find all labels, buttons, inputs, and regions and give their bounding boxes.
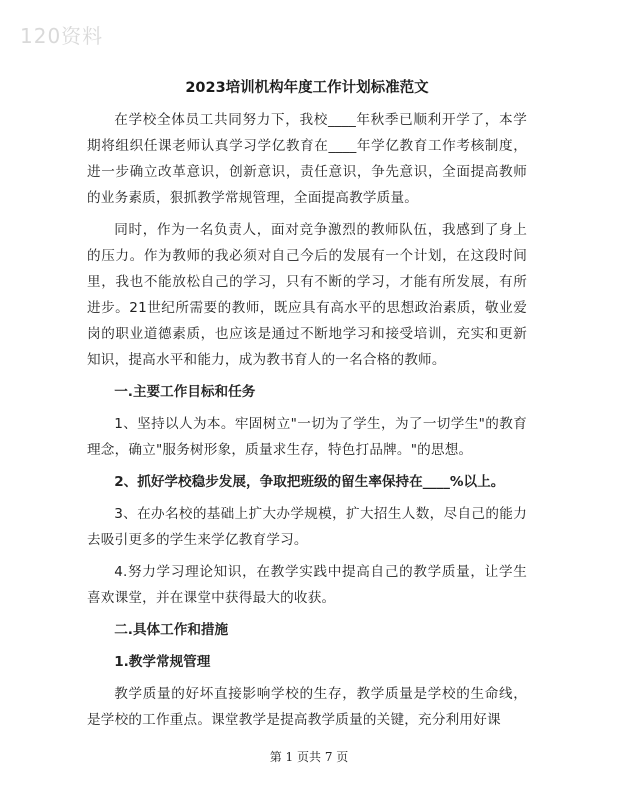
paragraph-pressure: 同时，作为一名负责人，面对竞争激烈的教师队伍，我感到了身上的压力。作为教师的我必须对自己今后的发展有一个计划，在这段时间里，我也不能放松自己的学习，只有不断的学习，才能有所发展，有所进步。21世纪所需要的教师，既应具有高水平的思想政治素质，敬业爱岗的职业道德素质，也应该是通过不断地学习和接受培训，充实和更新知识，提高水平和能力，成为教书育人的一名合格的教师。 [87,222,527,368]
paragraph-intro: 在学校全体员工共同努力下，我校____年秋季已顺利开学了，本学期将组织任课老师认真学习学亿教育在____年学亿教育工作考核制度，进一步确立改革意识，创新意识，责任意识，争先意识，全面提高教师的业务素质，狠抓教学常规管理，全面提高教学质量。 [87,112,527,206]
paragraph-teaching-quality: 教学质量的好坏直接影响学校的生存，教学质量是学校的生命线，是学校的工作重点。课堂教学是提高教学质量的关键，充分利用好课 [87,686,527,728]
subheading-teaching-management: 1.教学常规管理 [114,654,211,670]
goal-item-4: 4.努力学习理论知识，在教学实践中提高自己的教学质量，让学生喜欢课堂，并在课堂中获得最大的收获。 [87,564,527,606]
goal-item-1: 1、坚持以人为本。牢固树立"一切为了学生，为了一切学生"的教育理念，确立"服务树形象，质量求生存，特色打品牌。"的思想。 [87,416,527,458]
watermark: 120资料 [20,24,104,48]
page-number: 第 1 页共 7 页 [269,750,349,764]
goal-item-2: 2、抓好学校稳步发展，争取把班级的留生率保持在____%以上。 [114,474,505,490]
document-title: 2023培训机构年度工作计划标准范文 [185,80,429,96]
document-body [87,76,527,739]
section-heading-goals: 一.主要工作目标和任务 [114,384,256,400]
section-heading-measures: 二.具体工作和措施 [114,622,229,638]
goal-item-3: 3、在办名校的基础上扩大办学规模，扩大招生人数，尽自己的能力去吸引更多的学生来学亿教育学习。 [87,506,527,548]
